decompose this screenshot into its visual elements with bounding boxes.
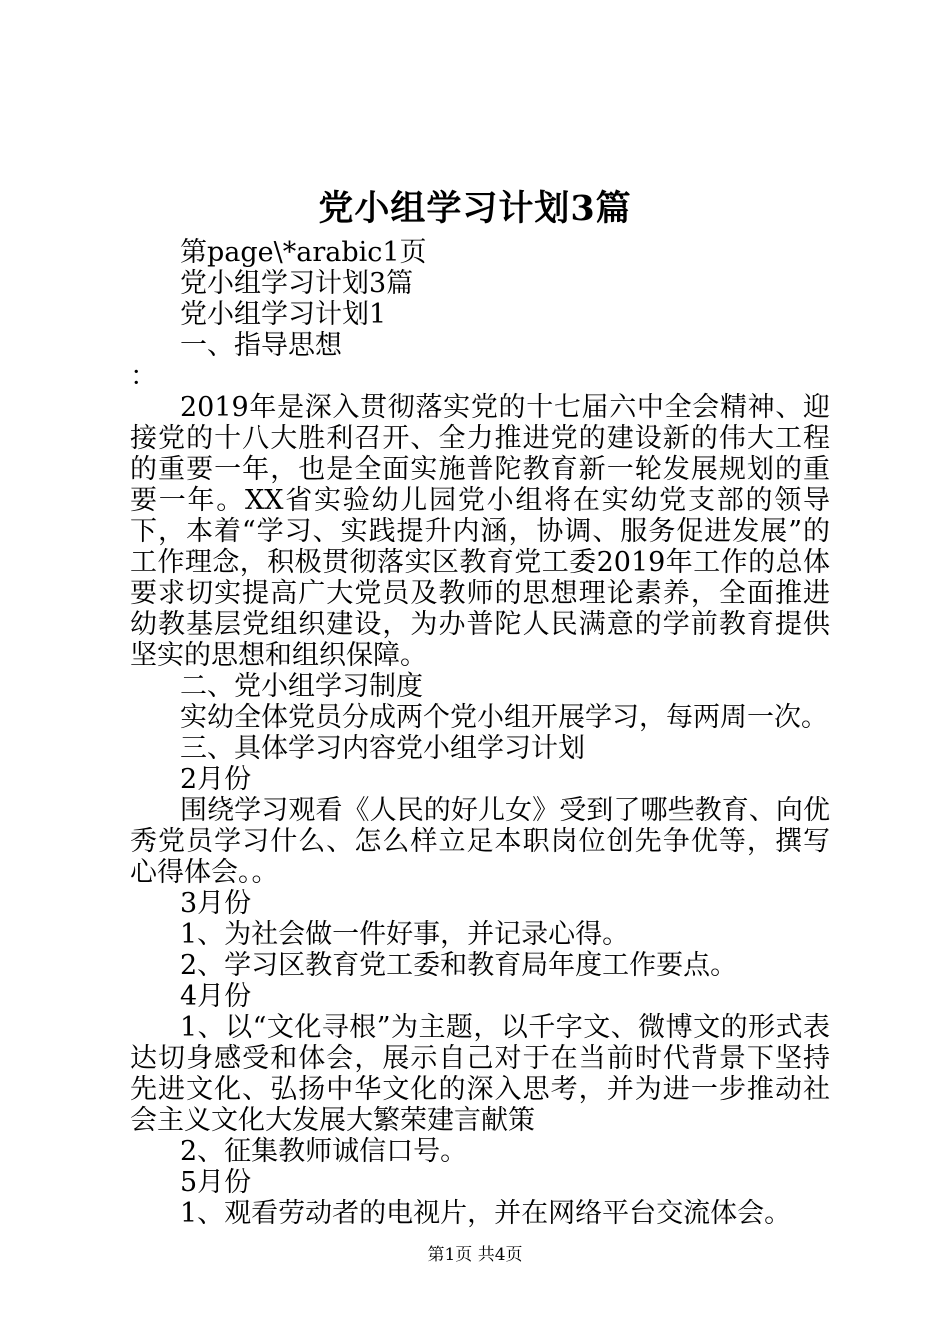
month-heading-march: 3月份 xyxy=(180,888,252,919)
paragraph-guiding-ideology: 2019年是深入贯彻落实党的十七届六中全会精神、迎接党的十八大胜利召开、全力推进党的建设新的伟大工程的重要一年，也是全面实施普陀教育新一轮发展规划的重要一年。XX省实验幼儿园党小组将在实幼党支部的领导下，本着“学习、实践提升内涵，协调、服务促进发展”的工作理念，积极贯彻落实区教育党工委2019年工作的总体要求切实提高广大党员及教师的思想理论素养，全面推进幼教基层党组织建设，为办普陀人民满意的学前教育提供坚实的思想和组织保障。 xyxy=(130,392,830,671)
section-heading-guiding-ideology: 一、指导思想 xyxy=(180,330,342,361)
colon-line: ： xyxy=(130,361,157,392)
month-heading-april: 4月份 xyxy=(180,981,252,1012)
section-heading-study-system: 二、党小组学习制度 xyxy=(180,671,423,702)
month-heading-february: 2月份 xyxy=(180,764,252,795)
list-item-april-1: 1、以“文化寻根”为主题，以千字文、微博文的形式表达切身感受和体会，展示自己对于在当前时代背景下坚持先进文化、弘扬中华文化的深入思考，并为进一步推动社会主义文化大发展大繁荣建言献策 xyxy=(130,1012,830,1136)
subtitle-line: 党小组学习计划3篇 xyxy=(180,268,414,299)
paragraph-study-system: 实幼全体党员分成两个党小组开展学习，每两周一次。 xyxy=(180,702,828,733)
list-item-april-2: 2、征集教师诚信口号。 xyxy=(180,1136,468,1167)
list-item-march-1: 1、为社会做一件好事，并记录心得。 xyxy=(180,919,630,950)
document-title: 党小组学习计划3篇 xyxy=(318,188,632,229)
list-item-may-1: 1、观看劳动者的电视片，并在网络平台交流体会。 xyxy=(180,1198,792,1229)
month-heading-may: 5月份 xyxy=(180,1167,252,1198)
list-item-march-2: 2、学习区教育党工委和教育局年度工作要点。 xyxy=(180,950,738,981)
section-heading-study-content: 三、具体学习内容党小组学习计划 xyxy=(180,733,585,764)
plan-heading: 党小组学习计划1 xyxy=(180,299,387,330)
page-footer: 第1页 共4页 xyxy=(427,1245,523,1265)
page-field-line: 第page\*arabic1页 xyxy=(180,237,427,268)
document-body xyxy=(130,237,830,1229)
paragraph-february: 围绕学习观看《人民的好儿女》受到了哪些教育、向优秀党员学习什么、怎么样立足本职岗位创先争优等，撰写心得体会。。 xyxy=(130,795,830,888)
